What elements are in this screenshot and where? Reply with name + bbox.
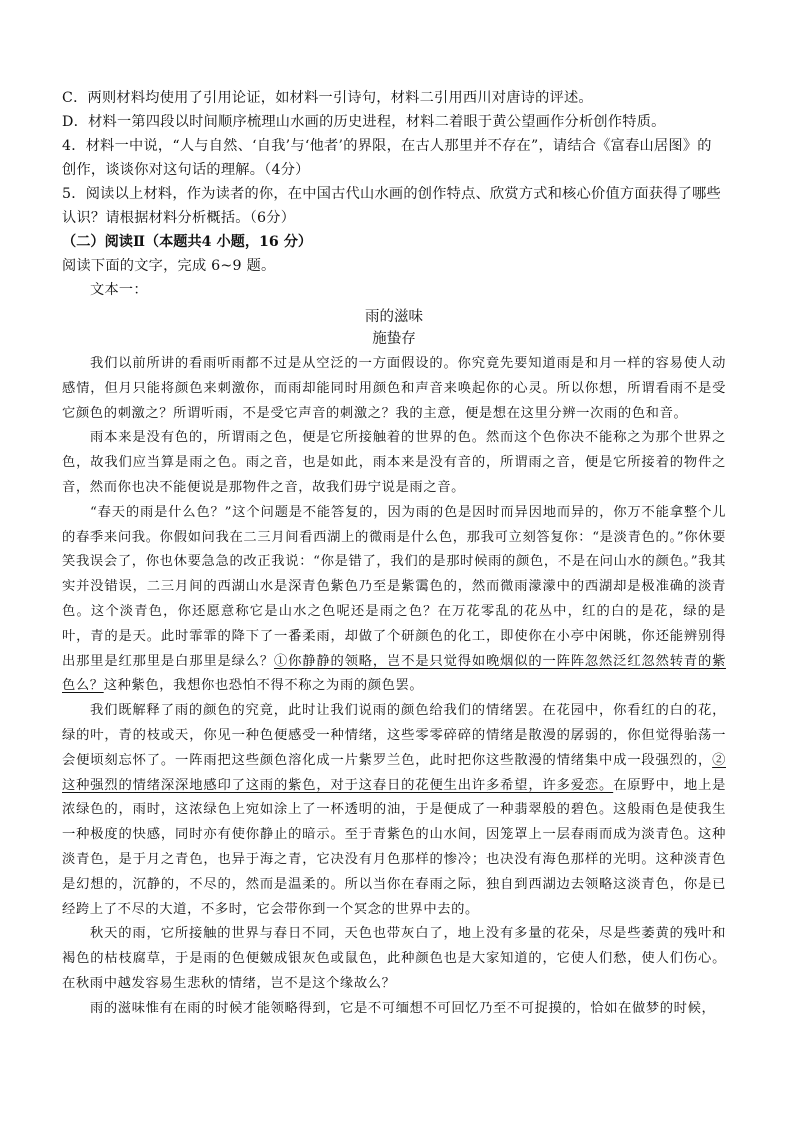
paragraph-4-text-b: 在原野中，地上是浓绿色的，雨时，这浓绿色上宛如涂上了一杯透明的油，于是便成了一种翡翠般的碧色。这般雨色是使我生一种极度的快感，同时亦有使你静止的暗示。至于青紫色的山水间，因笼罩上一层春雨而成为淡青色。这种淡青色，是于月之青色，也异于海之青，它决没有月色那样的惨冷；也决没有海色那样的光明。这种淡青色是幻想的，沉静的，不尽的，然而是温柔的。所以当你在春雨之际，独自到西湖边去领略这淡青色，你是已经跨上了不尽的大道，不多时，它会带你到一个冥念的世界中去的。: [62, 777, 726, 917]
paragraph-3-text-a: “春天的雨是什么色？”这个问题是不能答复的，因为雨的色是因时而异因地而异的，你万不能拿整个儿的春季来问我。你假如问我在二三月间看西湖上的微雨是什么色，那我可立刻答复你：“是淡青色的。”你休要笑我误会了，你也休要急急的改正我说：“你是错了，我们的是那时候雨的颜色，不是在问山水的颜色。”我其实并没错误，二三月间的西湖山水是深青色紫色乃至是紫霭色的，然而微雨濛濛中的西湖却是极准确的淡青色。这个淡青色，你还愿意称它是山水之色呢还是雨之色？在万花零乱的花丛中，红的白的是花，绿的是叶，青的是天。此时霏霏的降下了一番柔雨，却做了个研颜色的化工，即使你在小亭中闲眺，你还能辨别得出那里是红那里是白那里是绿么？: [62, 504, 726, 669]
underlined-sentence-1: ①你静静的领略，岂不是只觉得如晚烟似的一阵阵忽然泛红忽然转青的紫色么？: [62, 653, 727, 694]
article-title: 雨的滋味: [365, 309, 423, 325]
option-d: D．材料一第四段以时间顺序梳理山水画的历史进程，材料二着眼于黄公望画作分析创作特质。: [62, 114, 666, 130]
text-label: 文本一：: [90, 282, 148, 298]
paragraph-5: 秋天的雨，它所接触的世界与春日不同，天色也带灰白了，地上没有多量的花朵，尽是些萎黄的残叶和褐色的枯枝腐草，于是雨的色便皴成银灰色或鼠色，此种颜色也是大家知道的，它使人们愁，使人们伤心。在秋雨中越发容易生悲秋的情绪，岂不是这个缘故么？: [62, 926, 726, 991]
underlined-sentence-2: ②这种强烈的情绪深深地感印了这雨的紫色，对于这春日的花便生出许多希望，许多爱恋。: [62, 752, 726, 793]
section-heading: （二）阅读Ⅱ（本题共4 小题，16 分）: [62, 234, 313, 250]
paragraph-4: [62, 699, 726, 922]
paragraph-3-text-b: 这种紫色，我想你也恐怕不得不称之为雨的颜色罢。: [103, 678, 424, 694]
paragraph-4-text-a: 我们既解释了雨的颜色的究竟，此时让我们说雨的颜色给我们的情绪罢。在花园中，你看红的白的花，绿的叶，青的枝或天，你见一种色便感受一种情绪，这些零零碎碎的情绪是散漫的孱弱的，你但觉得骀荡一会便顷刻忘怀了。一阵雨把这些颜色溶化成一片紫罗兰色，此时把你这些散漫的情绪集中成一段强烈的，: [62, 703, 726, 768]
paragraph-6: 雨的滋味惟有在雨的时候才能领略得到，它是不可缅想不可回忆乃至不可捉摸的，恰如在做梦的时候，: [90, 1000, 716, 1016]
article-author: 施蛰存: [372, 331, 416, 347]
paragraph-1: 我们以前所讲的看雨听雨都不过是从空泛的一方面假设的。你究竟先要知道雨是和月一样的容易使人动感情，但月只能将颜色来刺激你，而雨却能同时用颜色和声音来唤起你的心灵。所以你想，所谓看雨不是受它颜色的刺激之？所谓听雨，不是受它声音的刺激之？我的主意，便是想在这里分辨一次雨的色和音。: [62, 356, 726, 421]
option-c: C．两则材料均使用了引用论证，如材料一引诗句，材料二引用西川对唐诗的评述。: [62, 90, 593, 106]
question-5: 5．阅读以上材料，作为读者的你，在中国古代山水画的创作特点、欣赏方式和核心价值方面获得了哪些认识？请根据材料分析概括。（6分）: [62, 186, 721, 226]
section-instruction: 阅读下面的文字，完成 6~9 题。: [62, 258, 276, 274]
question-4: 4．材料一中说，“人与自然、‘自我’与‘他者’的界限，在古人那里并不存在”，请结合《富春山居图》的创作，谈谈你对这句话的理解。（4分）: [62, 138, 712, 178]
paragraph-3: [62, 501, 726, 699]
document-page: [62, 86, 726, 1022]
paragraph-2: 雨本来是没有色的，所谓雨之色，便是它所接触着的世界的色。然而这个色你决不能称之为那个世界之色，故我们应当算是雨之色。雨之音，也是如此，雨本来是没有音的，所谓雨之音，便是它所接着的物件之音，然而你也决不能便说是那物件之音，故我们毋宁说是雨之音。: [62, 430, 726, 495]
